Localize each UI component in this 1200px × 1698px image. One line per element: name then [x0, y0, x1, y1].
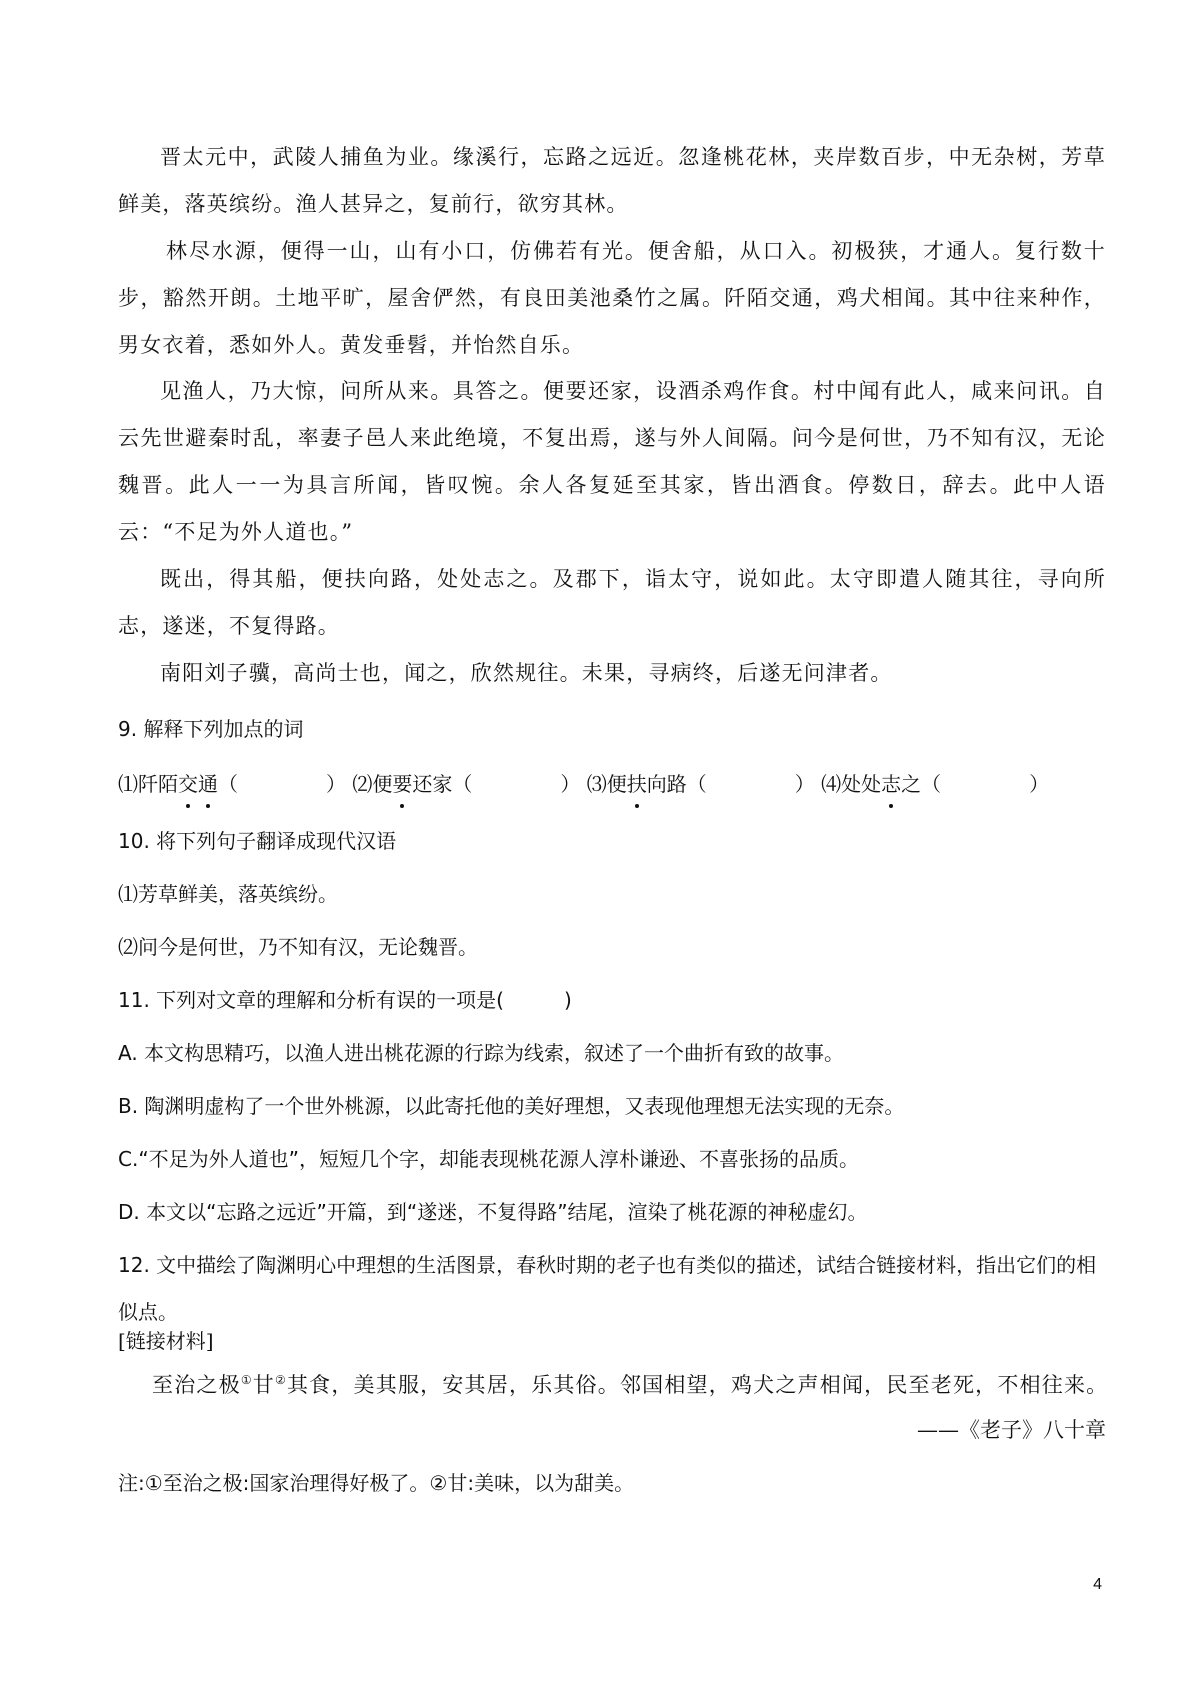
q9-item-4: ⑷处处志之（ ）: [821, 764, 1049, 804]
question-11-option-c: C.“不足为外人道也”，短短几个字，却能表现桃花源人淳朴谦逊、不喜张扬的品质。: [118, 1147, 860, 1171]
question-9-items: [118, 764, 1106, 804]
quote-source: ——《老子》八十章: [917, 1418, 1106, 1442]
laozi-quote: 至治之极①甘②其食，美其服，安其居，乐其俗。邻国相望，鸡犬之声相闻，民至老死，不相往来。: [152, 1373, 1109, 1397]
q9-item-1: ⑴阡陌交通（ ）: [118, 764, 346, 804]
footnote-mark-1: ①: [240, 1373, 253, 1387]
footnote-mark-2: ②: [274, 1373, 287, 1387]
q9-item-3: ⑶便扶向路（ ）: [587, 764, 815, 804]
question-11-option-a: A. 本文构思精巧，以渔人进出桃花源的行踪为线索，叙述了一个曲折有致的故事。: [118, 1041, 845, 1065]
link-material-label: [链接材料]: [118, 1329, 214, 1353]
page-number: 4: [1093, 1576, 1102, 1593]
question-10-title: 10. 将下列句子翻译成现代汉语: [118, 829, 397, 853]
question-11-option-b: B. 陶渊明虚构了一个世外桃源，以此寄托他的美好理想，又表现他理想无法实现的无奈。: [118, 1094, 905, 1118]
question-10-sentence-2: ⑵问今是何世，乃不知有汉，无论魏晋。: [118, 935, 478, 959]
passage-paragraph-1: 晋太元中，武陵人捕鱼为业。缘溪行，忘路之远近。忽逢桃花林，夹岸数百步，中无杂树，芳草鲜美，落英缤纷。渔人甚异之，复前行，欲穷其林。: [118, 145, 1106, 216]
question-12-title: 12. 文中描绘了陶渊明心中理想的生活图景，春秋时期的老子也有类似的描述，试结合链接材料，指出它们的相似点。: [118, 1253, 1097, 1324]
passage-paragraph-4: 既出，得其船，便扶向路，处处志之。及郡下，诣太守，说如此。太守即遣人随其往，寻向所志，遂迷，不复得路。: [118, 567, 1106, 638]
q9-item-2: ⑵便要还家（ ）: [352, 764, 580, 804]
passage-paragraph-2: 林尽水源，便得一山，山有小口，仿佛若有光。便舍船，从口入。初极狭，才通人。复行数十步，豁然开朗。土地平旷，屋舍俨然，有良田美池桑竹之属。阡陌交通，鸡犬相闻。其中往来种作，男女衣着，悉如外人。黄发垂髫，并怡然自乐。: [118, 239, 1106, 357]
question-10-sentence-1: ⑴芳草鲜美，落英缤纷。: [118, 882, 338, 906]
question-9-title: 9. 解释下列加点的词: [118, 717, 304, 741]
question-11-option-d: D. 本文以“忘路之远近”开篇，到“遂迷，不复得路”结尾，渲染了桃花源的神秘虚幻。: [118, 1200, 868, 1224]
passage-paragraph-3: 见渔人，乃大惊，问所从来。具答之。便要还家，设酒杀鸡作食。村中闻有此人，咸来问讯。自云先世避秦时乱，率妻子邑人来此绝境，不复出焉，遂与外人间隔。问今是何世，乃不知有汉，无论魏晋。此人一一为具言所闻，皆叹惋。余人各复延至其家，皆出酒食。停数日，辞去。此中人语云：“不足为外人道也。”: [118, 379, 1106, 544]
passage-paragraph-5: 南阳刘子骥，高尚士也，闻之，欣然规往。未果，寻病终，后遂无问津者。: [160, 661, 893, 685]
footnote: 注:①至治之极:国家治理得好极了。②甘:美味，以为甜美。: [118, 1471, 635, 1495]
question-11-title: 11. 下列对文章的理解和分析有误的一项是( ): [118, 988, 572, 1012]
